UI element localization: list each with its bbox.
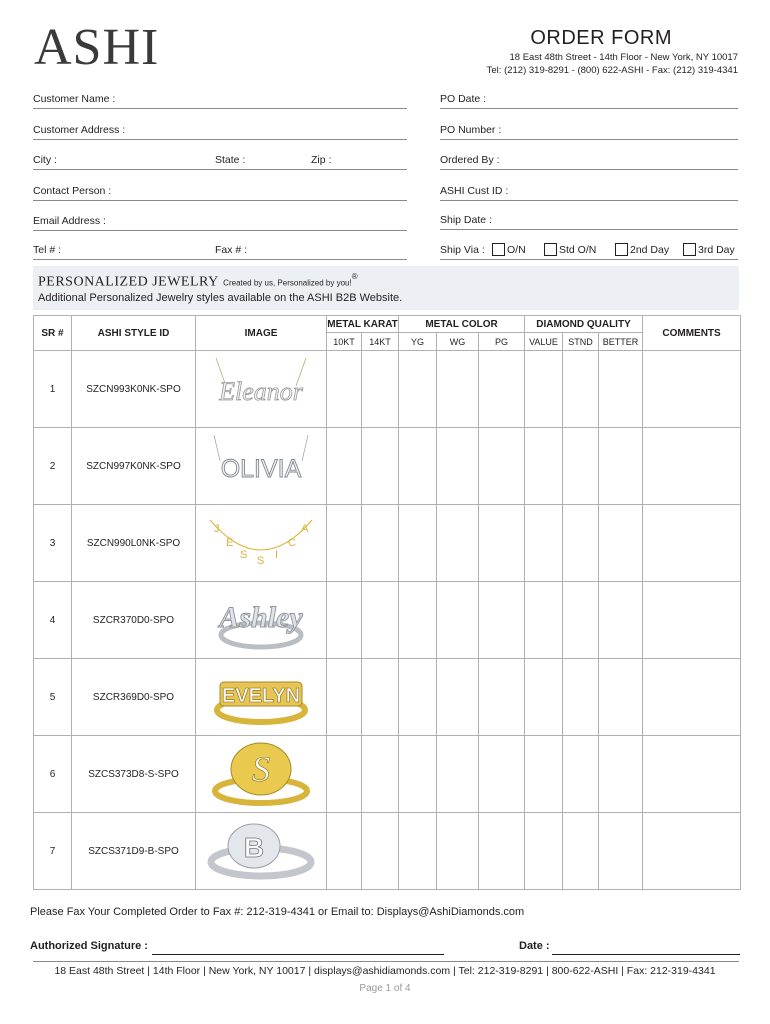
ashi-logo: ASHI <box>34 19 160 76</box>
cell-14kt[interactable] <box>362 505 399 582</box>
customer-name-label: Customer Name : <box>33 93 116 105</box>
checkbox-2nd-day[interactable] <box>615 243 628 256</box>
ship-option-std-on[interactable] <box>544 242 596 258</box>
customer-address-label: Customer Address : <box>33 124 126 136</box>
cell-pg[interactable] <box>479 659 525 736</box>
cell-better[interactable] <box>599 813 643 890</box>
fax-instructions: Please Fax Your Completed Order to Fax #: 212-319-4341 or Email to: Displays@AshiDiamonds.com <box>30 906 525 918</box>
email-address-field[interactable] <box>33 213 407 231</box>
ship-option-std-on-label: Std O/N <box>559 244 597 256</box>
ashi-cust-id-label: ASHI Cust ID : <box>440 185 509 197</box>
col-14kt: 14KT <box>362 333 399 351</box>
date-label: Date : <box>519 940 550 952</box>
pendant-name-eleanor: Eleanor <box>219 377 303 406</box>
section-tagline: Created by us, Personalized by you! <box>223 278 352 288</box>
section-note: Additional Personalized Jewelry styles available on the ASHI B2B Website. <box>38 292 403 304</box>
cell-value[interactable] <box>525 813 563 890</box>
cell-10kt[interactable] <box>327 582 362 659</box>
date-line[interactable] <box>552 940 740 955</box>
cell-10kt[interactable] <box>327 351 362 428</box>
cell-value[interactable] <box>525 736 563 813</box>
checkbox-3rd-day[interactable] <box>683 243 696 256</box>
table-row <box>34 582 741 659</box>
col-pg: PG <box>479 333 525 351</box>
checkbox-on[interactable] <box>492 243 505 256</box>
signet-letter-s: S <box>252 749 270 789</box>
cell-comments[interactable] <box>643 582 741 659</box>
cell-yg[interactable] <box>399 505 437 582</box>
row-style-id: SZCS373D8-S-SPO <box>72 736 196 813</box>
ship-option-2nd-day[interactable] <box>615 242 669 258</box>
tel-fax-field[interactable] <box>33 242 407 260</box>
svg-text:I: I <box>275 549 279 561</box>
cell-yg[interactable] <box>399 736 437 813</box>
row-image <box>196 505 327 582</box>
ordered-by-label: Ordered By : <box>440 154 500 166</box>
col-better: BETTER <box>599 333 643 351</box>
row-sr: 1 <box>34 351 72 428</box>
ship-date-label: Ship Date : <box>440 214 492 226</box>
necklace-eleanor-image <box>206 356 316 422</box>
cell-wg[interactable] <box>437 505 479 582</box>
row-sr: 7 <box>34 813 72 890</box>
cell-wg[interactable] <box>437 582 479 659</box>
cell-value[interactable] <box>525 351 563 428</box>
row-image <box>196 351 327 428</box>
svg-text:S: S <box>257 555 265 567</box>
row-image <box>196 736 327 813</box>
cell-stnd[interactable] <box>563 736 599 813</box>
customer-name-field[interactable] <box>33 91 407 109</box>
page-number: Page 1 of 4 <box>359 983 411 994</box>
col-image: IMAGE <box>196 316 327 351</box>
row-sr: 3 <box>34 505 72 582</box>
cell-pg[interactable] <box>479 351 525 428</box>
row-sr: 4 <box>34 582 72 659</box>
cell-pg[interactable] <box>479 813 525 890</box>
svg-text:J: J <box>214 523 220 535</box>
row-style-id: SZCS371D9-B-SPO <box>72 813 196 890</box>
cell-stnd[interactable] <box>563 505 599 582</box>
cell-better[interactable] <box>599 659 643 736</box>
cell-yg[interactable] <box>399 582 437 659</box>
ship-date-field[interactable] <box>440 212 738 230</box>
cell-10kt[interactable] <box>327 428 362 505</box>
cell-14kt[interactable] <box>362 813 399 890</box>
cell-wg[interactable] <box>437 351 479 428</box>
customer-address-field[interactable] <box>33 122 407 140</box>
cell-wg[interactable] <box>437 813 479 890</box>
svg-text:C: C <box>288 537 296 549</box>
cell-14kt[interactable] <box>362 351 399 428</box>
row-image <box>196 582 327 659</box>
ring-ashley-image <box>206 587 316 653</box>
signature-line[interactable] <box>152 940 444 955</box>
signet-ring-s-image <box>206 741 316 807</box>
city-label: City : <box>33 154 57 166</box>
row-image <box>196 813 327 890</box>
col-metal-color: METAL COLOR <box>399 316 525 333</box>
cell-yg[interactable] <box>399 813 437 890</box>
cell-wg[interactable] <box>437 659 479 736</box>
necklace-jessica-image <box>206 510 316 576</box>
necklace-olivia-image <box>206 433 316 499</box>
cell-value[interactable] <box>525 582 563 659</box>
cell-better[interactable] <box>599 736 643 813</box>
cell-10kt[interactable] <box>327 505 362 582</box>
section-title: PERSONALIZED JEWELRY <box>38 274 219 290</box>
row-image <box>196 659 327 736</box>
ring-name-evelyn: EVELYN <box>221 685 301 707</box>
cell-value[interactable] <box>525 428 563 505</box>
col-wg: WG <box>437 333 479 351</box>
ship-via-label: Ship Via : <box>440 244 485 256</box>
ship-option-2nd-day-label: 2nd Day <box>630 244 670 256</box>
signet-ring-b-image <box>206 818 316 884</box>
contact-person-field[interactable] <box>33 183 407 201</box>
col-stnd: STND <box>563 333 599 351</box>
cell-yg[interactable] <box>399 659 437 736</box>
cell-14kt[interactable] <box>362 428 399 505</box>
col-sr: SR # <box>34 316 72 351</box>
footer-contact: 18 East 48th Street | 14th Floor | New York, NY 10017 | displays@ashidiamonds.com | Tel: 212-319-8291 | 800-622-ASHI | Fax: 212-319-4341 <box>54 965 716 977</box>
ring-name-ashley: Ashley <box>219 601 303 634</box>
table-row <box>34 351 741 428</box>
svg-text:E: E <box>226 537 234 549</box>
cell-value[interactable] <box>525 659 563 736</box>
checkbox-std-on[interactable] <box>544 243 557 256</box>
cell-pg[interactable] <box>479 582 525 659</box>
cell-wg[interactable] <box>437 736 479 813</box>
table-row <box>34 505 741 582</box>
col-10kt: 10KT <box>327 333 362 351</box>
cell-comments[interactable] <box>643 659 741 736</box>
row-style-id: SZCR370D0-SPO <box>72 582 196 659</box>
cell-better[interactable] <box>599 505 643 582</box>
signature-label: Authorized Signature : <box>30 940 148 952</box>
cell-better[interactable] <box>599 351 643 428</box>
cell-yg[interactable] <box>399 428 437 505</box>
order-table <box>33 315 741 890</box>
col-comments: COMMENTS <box>643 316 741 351</box>
table-row <box>34 659 741 736</box>
col-yg: YG <box>399 333 437 351</box>
row-style-id: SZCN997K0NK-SPO <box>72 428 196 505</box>
col-value: VALUE <box>525 333 563 351</box>
ring-evelyn-image <box>206 664 316 730</box>
city-state-zip-field[interactable] <box>33 152 407 170</box>
table-row <box>34 813 741 890</box>
table-row <box>34 736 741 813</box>
cell-comments[interactable] <box>643 428 741 505</box>
cell-wg[interactable] <box>437 428 479 505</box>
ashi-cust-id-field[interactable] <box>440 183 738 201</box>
col-diamond-quality: DIAMOND QUALITY <box>525 316 643 333</box>
cell-comments[interactable] <box>643 813 741 890</box>
ship-via-field <box>440 242 738 260</box>
signet-letter-b: B <box>243 832 265 863</box>
cell-yg[interactable] <box>399 351 437 428</box>
tel-label: Tel # : <box>33 244 62 256</box>
ship-option-on-label: O/N <box>507 244 526 256</box>
row-image <box>196 428 327 505</box>
section-heading <box>38 272 358 290</box>
cell-10kt[interactable] <box>327 813 362 890</box>
ordered-by-field[interactable] <box>440 152 738 170</box>
email-address-label: Email Address : <box>33 215 106 227</box>
header-address: 18 East 48th Street - 14th Floor - New York, NY 10017 <box>509 52 738 63</box>
po-number-label: PO Number : <box>440 124 502 136</box>
cell-14kt[interactable] <box>362 659 399 736</box>
footer-divider <box>33 961 739 962</box>
cell-comments[interactable] <box>643 351 741 428</box>
cell-stnd[interactable] <box>563 428 599 505</box>
row-style-id: SZCN990L0NK-SPO <box>72 505 196 582</box>
registered-mark: ® <box>351 272 358 281</box>
row-sr: 6 <box>34 736 72 813</box>
cell-comments[interactable] <box>643 505 741 582</box>
row-sr: 5 <box>34 659 72 736</box>
col-style-id: ASHI STYLE ID <box>72 316 196 351</box>
row-style-id: SZCR369D0-SPO <box>72 659 196 736</box>
cell-comments[interactable] <box>643 736 741 813</box>
row-sr: 2 <box>34 428 72 505</box>
contact-person-label: Contact Person : <box>33 185 112 197</box>
cell-stnd[interactable] <box>563 351 599 428</box>
cell-14kt[interactable] <box>362 582 399 659</box>
header-phone: Tel: (212) 319-8291 - (800) 622-ASHI - Fax: (212) 319-4341 <box>486 65 738 76</box>
cell-pg[interactable] <box>479 428 525 505</box>
ship-option-3rd-day[interactable] <box>683 242 735 258</box>
page-title: ORDER FORM <box>530 27 672 49</box>
cell-stnd[interactable] <box>563 582 599 659</box>
cell-better[interactable] <box>599 582 643 659</box>
cell-value[interactable] <box>525 505 563 582</box>
cell-better[interactable] <box>599 428 643 505</box>
ship-option-3rd-day-label: 3rd Day <box>698 244 735 256</box>
col-metal-karat: METAL KARAT <box>327 316 399 333</box>
svg-text:S: S <box>240 549 248 561</box>
cell-pg[interactable] <box>479 736 525 813</box>
ship-option-on[interactable] <box>492 242 526 258</box>
pendant-name-olivia: OLIVIA <box>220 455 302 483</box>
cell-10kt[interactable] <box>327 659 362 736</box>
po-date-label: PO Date : <box>440 93 487 105</box>
zip-label: Zip : <box>311 154 332 166</box>
table-row <box>34 428 741 505</box>
state-label: State : <box>215 154 246 166</box>
fax-label: Fax # : <box>215 244 248 256</box>
row-style-id: SZCN993K0NK-SPO <box>72 351 196 428</box>
cell-stnd[interactable] <box>563 813 599 890</box>
cell-14kt[interactable] <box>362 736 399 813</box>
cell-10kt[interactable] <box>327 736 362 813</box>
svg-text:A: A <box>301 523 309 535</box>
cell-stnd[interactable] <box>563 659 599 736</box>
po-date-field[interactable] <box>440 91 738 109</box>
cell-pg[interactable] <box>479 505 525 582</box>
po-number-field[interactable] <box>440 122 738 140</box>
